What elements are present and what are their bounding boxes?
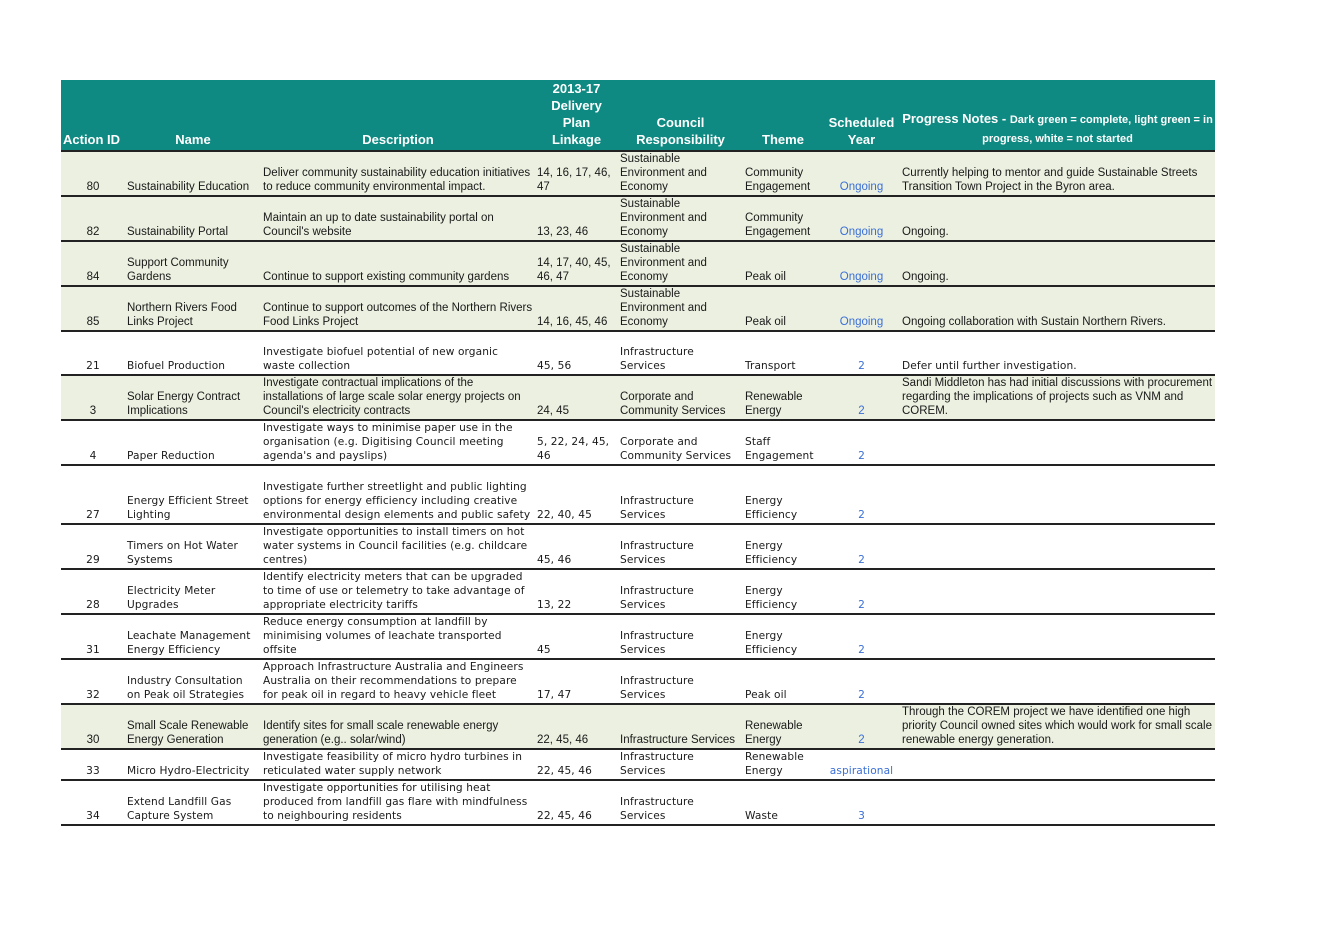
plan-linkage-cell: 22, 45, 46: [535, 749, 618, 780]
theme-cell: Peak oil: [743, 241, 823, 286]
scheduled-year-cell: 2: [823, 614, 900, 659]
col-header-plan-linkage: 2013-17 Delivery Plan Linkage: [535, 80, 618, 151]
theme-cell: Transport: [743, 331, 823, 375]
name-cell: Biofuel Production: [125, 331, 261, 375]
scheduled-year-cell: 2: [823, 659, 900, 704]
col-header-description: Description: [261, 80, 535, 151]
name-cell: Solar Energy Contract Implications: [125, 375, 261, 420]
name-cell: Small Scale Renewable Energy Generation: [125, 704, 261, 749]
theme-cell: Renewable Energy: [743, 375, 823, 420]
description-cell: Investigate opportunities to install timers on hot water systems in Council facilities (e.g. childcare centres): [261, 524, 535, 569]
table-row: [61, 749, 1215, 780]
description-cell: Investigate feasibility of micro hydro turbines in reticulated water supply network: [261, 749, 535, 780]
action-id-cell: 84: [61, 241, 125, 286]
table-row: [61, 375, 1215, 420]
responsibility-cell: Corporate and Community Services: [618, 420, 743, 465]
theme-cell: Energy Efficiency: [743, 524, 823, 569]
name-cell: Paper Reduction: [125, 420, 261, 465]
responsibility-cell: Infrastructure Services: [618, 465, 743, 524]
table-row: [61, 331, 1215, 375]
col-header-scheduled-year: Scheduled Year: [823, 80, 900, 151]
description-cell: Identify electricity meters that can be upgraded to time of use or telemetry to take advantage of appropriate electricity tariffs: [261, 569, 535, 614]
scheduled-year-cell: Ongoing: [823, 241, 900, 286]
col-header-progress-notes: [900, 80, 1215, 151]
progress-notes-cell: [900, 614, 1215, 659]
table-row: [61, 704, 1215, 749]
progress-notes-cell: Ongoing.: [900, 196, 1215, 241]
progress-notes-cell: [900, 524, 1215, 569]
description-cell: Investigate biofuel potential of new organic waste collection: [261, 331, 535, 375]
description-cell: Deliver community sustainability education initiatives to reduce community environmental impact.: [261, 151, 535, 196]
plan-linkage-cell: 5, 22, 24, 45, 46: [535, 420, 618, 465]
progress-notes-cell: [900, 749, 1215, 780]
plan-linkage-cell: 45, 46: [535, 524, 618, 569]
progress-notes-cell: [900, 659, 1215, 704]
theme-cell: Renewable Energy: [743, 749, 823, 780]
name-cell: Extend Landfill Gas Capture System: [125, 780, 261, 825]
plan-linkage-cell: 14, 16, 17, 46, 47: [535, 151, 618, 196]
plan-linkage-cell: 22, 45, 46: [535, 780, 618, 825]
table-row: [61, 569, 1215, 614]
plan-linkage-cell: 13, 22: [535, 569, 618, 614]
plan-linkage-cell: 24, 45: [535, 375, 618, 420]
plan-linkage-cell: 17, 47: [535, 659, 618, 704]
action-id-cell: 21: [61, 331, 125, 375]
table-row: [61, 524, 1215, 569]
action-id-cell: 30: [61, 704, 125, 749]
progress-notes-cell: Defer until further investigation.: [900, 331, 1215, 375]
description-cell: Reduce energy consumption at landfill by minimising volumes of leachate transported offsite: [261, 614, 535, 659]
scheduled-year-cell: 2: [823, 569, 900, 614]
scheduled-year-cell: 2: [823, 375, 900, 420]
theme-cell: Staff Engagement: [743, 420, 823, 465]
theme-cell: Community Engagement: [743, 151, 823, 196]
name-cell: Northern Rivers Food Links Project: [125, 286, 261, 331]
theme-cell: Community Engagement: [743, 196, 823, 241]
name-cell: Industry Consultation on Peak oil Strategies: [125, 659, 261, 704]
action-id-cell: 3: [61, 375, 125, 420]
responsibility-cell: Infrastructure Services: [618, 614, 743, 659]
table-row: [61, 659, 1215, 704]
responsibility-cell: Sustainable Environment and Economy: [618, 151, 743, 196]
action-id-cell: 34: [61, 780, 125, 825]
action-id-cell: 82: [61, 196, 125, 241]
name-cell: Timers on Hot Water Systems: [125, 524, 261, 569]
action-id-cell: 85: [61, 286, 125, 331]
scheduled-year-cell: 2: [823, 331, 900, 375]
scheduled-year-cell: Ongoing: [823, 151, 900, 196]
responsibility-cell: Infrastructure Services: [618, 704, 743, 749]
responsibility-cell: Infrastructure Services: [618, 569, 743, 614]
col-header-action-id: Action ID: [61, 80, 125, 151]
scheduled-year-cell: 2: [823, 420, 900, 465]
action-id-cell: 4: [61, 420, 125, 465]
theme-cell: Energy Efficiency: [743, 465, 823, 524]
header-row: [61, 80, 1215, 151]
description-cell: Continue to support outcomes of the Northern Rivers Food Links Project: [261, 286, 535, 331]
scheduled-year-cell: aspirational: [823, 749, 900, 780]
name-cell: Support Community Gardens: [125, 241, 261, 286]
plan-linkage-cell: 13, 23, 46: [535, 196, 618, 241]
plan-linkage-cell: 45, 56: [535, 331, 618, 375]
table-row: [61, 151, 1215, 196]
progress-notes-cell: Through the COREM project we have identified one high priority Council owned sites which would work for small scale renewable energy generation.: [900, 704, 1215, 749]
plan-linkage-cell: 14, 17, 40, 45, 46, 47: [535, 241, 618, 286]
responsibility-cell: Sustainable Environment and Economy: [618, 196, 743, 241]
table-row: [61, 465, 1215, 524]
name-cell: Micro Hydro-Electricity: [125, 749, 261, 780]
scheduled-year-cell: 2: [823, 704, 900, 749]
theme-cell: Peak oil: [743, 659, 823, 704]
description-cell: Approach Infrastructure Australia and Engineers Australia on their recommendations to prepare for peak oil in regard to heavy vehicle fleet: [261, 659, 535, 704]
action-id-cell: 27: [61, 465, 125, 524]
name-cell: Sustainability Education: [125, 151, 261, 196]
responsibility-cell: Infrastructure Services: [618, 524, 743, 569]
progress-notes-cell: [900, 569, 1215, 614]
responsibility-cell: Infrastructure Services: [618, 749, 743, 780]
action-id-cell: 32: [61, 659, 125, 704]
progress-notes-cell: Sandi Middleton has had initial discussions with procurement regarding the implications of projects such as VNM and COREM.: [900, 375, 1215, 420]
col-header-theme: Theme: [743, 80, 823, 151]
description-cell: Investigate opportunities for utilising heat produced from landfill gas flare with mindfulness to neighbouring residents: [261, 780, 535, 825]
responsibility-cell: Infrastructure Services: [618, 331, 743, 375]
action-id-cell: 31: [61, 614, 125, 659]
responsibility-cell: Sustainable Environment and Economy: [618, 286, 743, 331]
scheduled-year-cell: Ongoing: [823, 286, 900, 331]
progress-notes-cell: [900, 420, 1215, 465]
table-row: [61, 286, 1215, 331]
plan-linkage-cell: 14, 16, 45, 46: [535, 286, 618, 331]
description-cell: Investigate ways to minimise paper use in the organisation (e.g. Digitising Council meeting agenda's and payslips): [261, 420, 535, 465]
name-cell: Leachate Management Energy Efficiency: [125, 614, 261, 659]
responsibility-cell: Infrastructure Services: [618, 780, 743, 825]
action-id-cell: 29: [61, 524, 125, 569]
scheduled-year-cell: 2: [823, 465, 900, 524]
col-header-council-responsibility: Council Responsibility: [618, 80, 743, 151]
progress-notes-title: Progress Notes -: [902, 111, 1007, 126]
action-id-cell: 80: [61, 151, 125, 196]
progress-notes-cell: [900, 465, 1215, 524]
plan-linkage-cell: 22, 45, 46: [535, 704, 618, 749]
action-id-cell: 33: [61, 749, 125, 780]
table-row: [61, 241, 1215, 286]
theme-cell: Energy Efficiency: [743, 569, 823, 614]
responsibility-cell: Infrastructure Services: [618, 659, 743, 704]
table-body: [61, 151, 1215, 825]
description-cell: Continue to support existing community gardens: [261, 241, 535, 286]
table-row: [61, 614, 1215, 659]
description-cell: Maintain an up to date sustainability portal on Council's website: [261, 196, 535, 241]
progress-notes-legend: Dark green = complete, light green = in progress, white = not started: [982, 114, 1213, 145]
plan-linkage-cell: 45: [535, 614, 618, 659]
name-cell: Energy Efficient Street Lighting: [125, 465, 261, 524]
theme-cell: Renewable Energy: [743, 704, 823, 749]
plan-linkage-cell: 22, 40, 45: [535, 465, 618, 524]
action-id-cell: 28: [61, 569, 125, 614]
scheduled-year-cell: Ongoing: [823, 196, 900, 241]
scheduled-year-cell: 2: [823, 524, 900, 569]
col-header-name: Name: [125, 80, 261, 151]
table-row: [61, 196, 1215, 241]
table-row: [61, 780, 1215, 825]
theme-cell: Peak oil: [743, 286, 823, 331]
action-plan-table: [61, 80, 1215, 826]
table-row: [61, 420, 1215, 465]
progress-notes-cell: [900, 780, 1215, 825]
responsibility-cell: Corporate and Community Services: [618, 375, 743, 420]
progress-notes-cell: Ongoing.: [900, 241, 1215, 286]
description-cell: Investigate further streetlight and public lighting options for energy efficiency including creative environmental design elements and public safety: [261, 465, 535, 524]
scheduled-year-cell: 3: [823, 780, 900, 825]
description-cell: Identify sites for small scale renewable energy generation (e.g.. solar/wind): [261, 704, 535, 749]
responsibility-cell: Sustainable Environment and Economy: [618, 241, 743, 286]
theme-cell: Energy Efficiency: [743, 614, 823, 659]
progress-notes-cell: Ongoing collaboration with Sustain Northern Rivers.: [900, 286, 1215, 331]
progress-notes-cell: Currently helping to mentor and guide Sustainable Streets Transition Town Project in the Byron area.: [900, 151, 1215, 196]
name-cell: Electricity Meter Upgrades: [125, 569, 261, 614]
theme-cell: Waste: [743, 780, 823, 825]
name-cell: Sustainability Portal: [125, 196, 261, 241]
description-cell: Investigate contractual implications of the installations of large scale solar energy projects on Council's electricity contracts: [261, 375, 535, 420]
